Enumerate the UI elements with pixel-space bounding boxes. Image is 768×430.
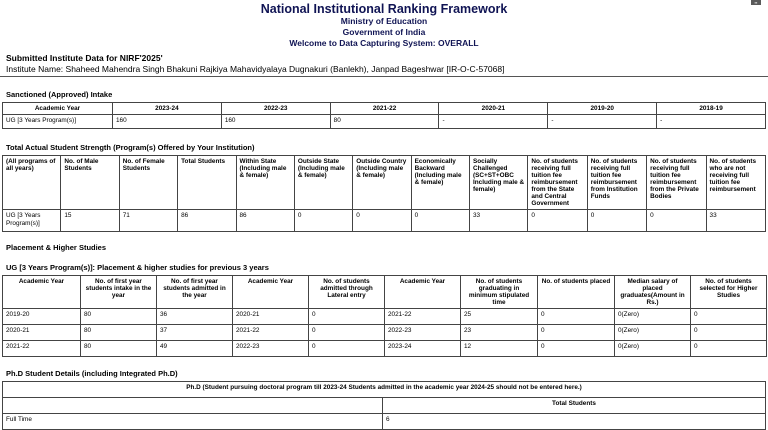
table-cell: 49 xyxy=(157,341,233,357)
table-cell: 0 xyxy=(691,309,767,325)
table-cell: 0 xyxy=(691,325,767,341)
column-header: No. of first year students intake in the year xyxy=(81,276,157,309)
strength-title: Total Actual Student Strength (Program(s) Offered by Your Institution) xyxy=(6,143,255,152)
table-cell: 80 xyxy=(81,309,157,325)
table-cell: 0 xyxy=(538,309,615,325)
column-header: Academic Year xyxy=(385,276,461,309)
column-header: Median salary of placed graduates(Amount in Rs.) xyxy=(615,276,691,309)
column-header: No. of students admitted through Lateral entry xyxy=(309,276,385,309)
column-header: Outside Country (Including male & female) xyxy=(353,156,411,210)
table-cell: 0 xyxy=(411,210,469,232)
column-header: No. of students receiving full tuition fee reimbursement from the State and Central Government xyxy=(528,156,587,210)
column-header: Academic Year xyxy=(3,276,81,309)
column-header: 2021-22 xyxy=(330,103,439,115)
table-cell: 33 xyxy=(706,210,765,232)
table-cell: 15 xyxy=(61,210,119,232)
table-cell: - xyxy=(548,115,657,129)
column-header: No. of students receiving full tuition fee reimbursement from Institution Funds xyxy=(587,156,646,210)
column-header: No. of students placed xyxy=(538,276,615,309)
placement-title: Placement & Higher Studies xyxy=(6,243,107,252)
table-row xyxy=(3,115,766,129)
table-cell: - xyxy=(657,115,766,129)
table-cell: Full Time xyxy=(3,414,383,430)
table-row xyxy=(3,210,766,232)
column-header: Economically Backward (Including male & female) xyxy=(411,156,469,210)
table-cell: 0 xyxy=(309,309,385,325)
column-header: Within State (Including male & female) xyxy=(236,156,294,210)
table-cell: 0(Zero) xyxy=(615,341,691,357)
institute-name: Institute Name: Shaheed Mahendra Singh Bhakuni Rajkiya Mahavidyalaya Dugnakuri (Banlekh), Janpad Bageshwar [IR-O-C-57068] xyxy=(6,64,505,74)
table-cell: 0 xyxy=(353,210,411,232)
table-cell: 160 xyxy=(221,115,330,129)
sanctioned-title: Sanctioned (Approved) Intake xyxy=(6,90,113,99)
table-cell: - xyxy=(439,115,548,129)
column-header: No. of students receiving full tuition fee reimbursement from the Private Bodies xyxy=(647,156,706,210)
phd-note: Ph.D (Student pursuing doctoral program till 2023-24 Students admitted in the academic year 2024-25 should not be entered here.) xyxy=(3,382,766,398)
table-row xyxy=(3,309,767,325)
table-row xyxy=(3,325,767,341)
table-cell: 2022-23 xyxy=(233,341,309,357)
column-header: No. of Male Students xyxy=(61,156,119,210)
divider xyxy=(0,76,768,77)
table-cell: 6 xyxy=(383,414,766,430)
table-cell: 0 xyxy=(309,341,385,357)
column-header: 2022-23 xyxy=(221,103,330,115)
government-line: Government of India xyxy=(342,27,426,37)
ug-placement-title: UG [3 Years Program(s)]: Placement & higher studies for previous 3 years xyxy=(6,263,269,272)
column-header: Socially Challenged (SC+ST+OBC Including male & female) xyxy=(470,156,528,210)
table-header-row xyxy=(3,103,766,115)
table-cell: 86 xyxy=(236,210,294,232)
table-cell: 0(Zero) xyxy=(615,309,691,325)
ug-placement-table xyxy=(2,275,767,357)
column-header: No. of Female Students xyxy=(119,156,177,210)
column-header: No. of students selected for Higher Studies xyxy=(691,276,767,309)
table-cell: 0 xyxy=(587,210,646,232)
table-cell: 2020-21 xyxy=(233,309,309,325)
column-header: 2020-21 xyxy=(439,103,548,115)
table-cell: UG [3 Years Program(s)] xyxy=(3,115,113,129)
table-cell: 2023-24 xyxy=(385,341,461,357)
table-cell: 23 xyxy=(461,325,538,341)
table-cell: 37 xyxy=(157,325,233,341)
table-cell: 0 xyxy=(647,210,706,232)
column-header: No. of students graduating in minimum stipulated time xyxy=(461,276,538,309)
phd-empty-header xyxy=(3,398,383,414)
column-header: 2018-19 xyxy=(657,103,766,115)
table-row xyxy=(3,414,766,430)
phd-body xyxy=(3,414,766,430)
column-header: Academic Year xyxy=(233,276,309,309)
table-cell: 160 xyxy=(113,115,222,129)
column-header: 2019-20 xyxy=(548,103,657,115)
sanctioned-table xyxy=(2,102,766,129)
institute-info xyxy=(0,53,768,74)
table-cell: 36 xyxy=(157,309,233,325)
table-cell: 80 xyxy=(330,115,439,129)
table-row xyxy=(3,341,767,357)
table-cell: 0 xyxy=(538,341,615,357)
table-cell: 80 xyxy=(81,325,157,341)
ministry-line: Ministry of Education xyxy=(340,16,428,26)
column-header: No. of students who are not receiving full tuition fee reimbursement xyxy=(706,156,765,210)
table-cell: 0 xyxy=(528,210,587,232)
page-header xyxy=(0,0,768,49)
column-header: 2023-24 xyxy=(113,103,222,115)
table-cell: 0(Zero) xyxy=(615,325,691,341)
phd-total-header: Total Students xyxy=(383,398,766,414)
table-header-row xyxy=(3,156,766,210)
submitted-title: Submitted Institute Data for NIRF'2025' xyxy=(6,53,163,63)
column-header: No. of first year students admitted in the year xyxy=(157,276,233,309)
column-header: Total Students xyxy=(178,156,236,210)
table-cell: 2020-21 xyxy=(3,325,81,341)
column-header: Academic Year xyxy=(3,103,113,115)
column-header: (All programs of all years) xyxy=(3,156,61,210)
table-cell: 0 xyxy=(294,210,352,232)
welcome-line: Welcome to Data Capturing System: OVERALL xyxy=(289,38,479,48)
strength-table xyxy=(2,155,766,232)
phd-title: Ph.D Student Details (including Integrated Ph.D) xyxy=(6,369,178,378)
table-cell: 0 xyxy=(309,325,385,341)
table-cell: 33 xyxy=(470,210,528,232)
table-cell: 2021-22 xyxy=(3,341,81,357)
table-cell: 2019-20 xyxy=(3,309,81,325)
table-cell: 2022-23 xyxy=(385,325,461,341)
background-watermark xyxy=(6,8,9,19)
table-cell: 80 xyxy=(81,341,157,357)
page-title: National Institutional Ranking Framework xyxy=(260,2,508,16)
table-cell: 2021-22 xyxy=(385,309,461,325)
table-header-row xyxy=(3,276,767,309)
table-cell: 12 xyxy=(461,341,538,357)
table-cell: 71 xyxy=(119,210,177,232)
table-cell: 2021-22 xyxy=(233,325,309,341)
table-cell: 0 xyxy=(691,341,767,357)
table-cell: 25 xyxy=(461,309,538,325)
table-cell: 86 xyxy=(178,210,236,232)
table-cell: UG [3 Years Program(s)] xyxy=(3,210,61,232)
corner-menu-icon[interactable]: ▪▪ xyxy=(751,0,761,5)
table-cell: 0 xyxy=(538,325,615,341)
column-header: Outside State (Including male & female) xyxy=(294,156,352,210)
